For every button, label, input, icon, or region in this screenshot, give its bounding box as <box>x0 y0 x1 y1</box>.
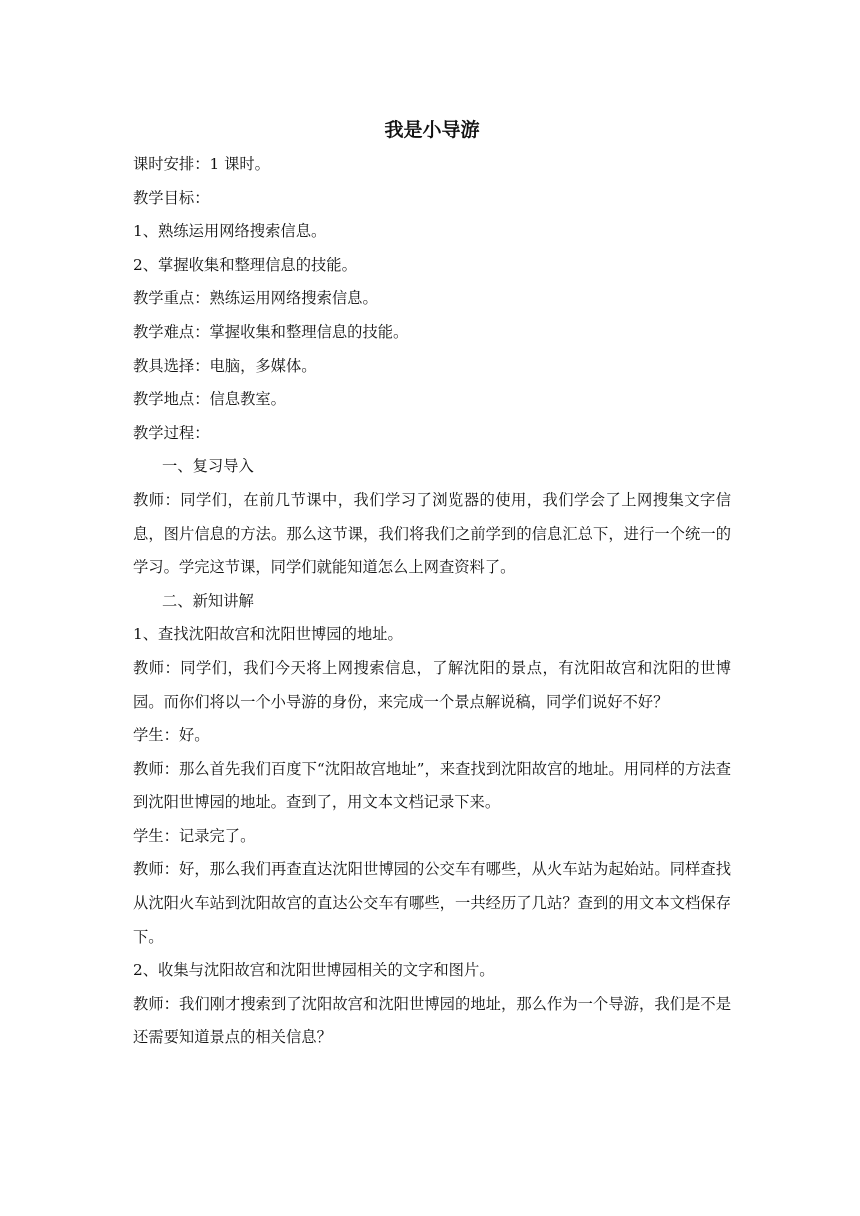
objective-item: 1、熟练运用网络搜索信息。 <box>133 222 327 241</box>
objective-item: 2、掌握收集和整理信息的技能。 <box>133 255 357 274</box>
process-heading: 教学过程： <box>133 423 210 442</box>
teacher-paragraph: 教师：好，那么我们再查直达沈阳世博园的公交车有哪些，从火车站为起始站。同样查找从沈阳火车站到沈阳故宫的直达公交车有哪些，一共经历了几站？查到的用文本文档保存下。 <box>133 860 731 946</box>
tools-line: 教具选择：电脑，多媒体。 <box>133 356 317 375</box>
objectives-heading: 教学目标： <box>133 188 210 207</box>
teacher-paragraph: 教师：我们刚才搜索到了沈阳故宫和沈阳世博园的地址，那么作为一个导游，我们是不是还需要知道景点的相关信息？ <box>133 994 731 1047</box>
location-line: 教学地点：信息教室。 <box>133 390 286 409</box>
student-line: 学生：记录完了。 <box>133 826 256 845</box>
teacher-paragraph: 教师：那么首先我们百度下“沈阳故宫地址”，来查找到沈阳故宫的地址。用同样的方法查到沈阳世博园的地址。查到了，用文本文档记录下来。 <box>133 759 731 812</box>
schedule-line: 课时安排：1 课时。 <box>133 155 270 173</box>
section-heading: 一、复习导入 <box>162 457 254 476</box>
teacher-paragraph: 教师：同学们，我们今天将上网搜索信息，了解沈阳的景点，有沈阳故宫和沈阳的世博园。而你们将以一个小导游的身份，来完成一个景点解说稿，同学们说好不好？ <box>133 658 731 711</box>
student-line: 学生：好。 <box>133 726 210 745</box>
teacher-paragraph: 教师：同学们，在前几节课中，我们学习了浏览器的使用，我们学会了上网搜集文字信息，图片信息的方法。那么这节课，我们将我们之前学到的信息汇总下，进行一个统一的学习。学完这节课，同学们就能知道怎么上网查资料了。 <box>133 490 731 577</box>
document-page <box>133 112 731 1055</box>
section-heading: 二、新知讲解 <box>162 591 254 610</box>
task-heading: 1、查找沈阳故宫和沈阳世博园的地址。 <box>133 625 403 644</box>
task-heading: 2、收集与沈阳故宫和沈阳世博园相关的文字和图片。 <box>133 961 495 980</box>
key-point-line: 教学重点：熟练运用网络搜索信息。 <box>133 289 378 308</box>
difficulty-line: 教学难点：掌握收集和整理信息的技能。 <box>133 322 409 341</box>
document-title: 我是小导游 <box>384 119 480 141</box>
